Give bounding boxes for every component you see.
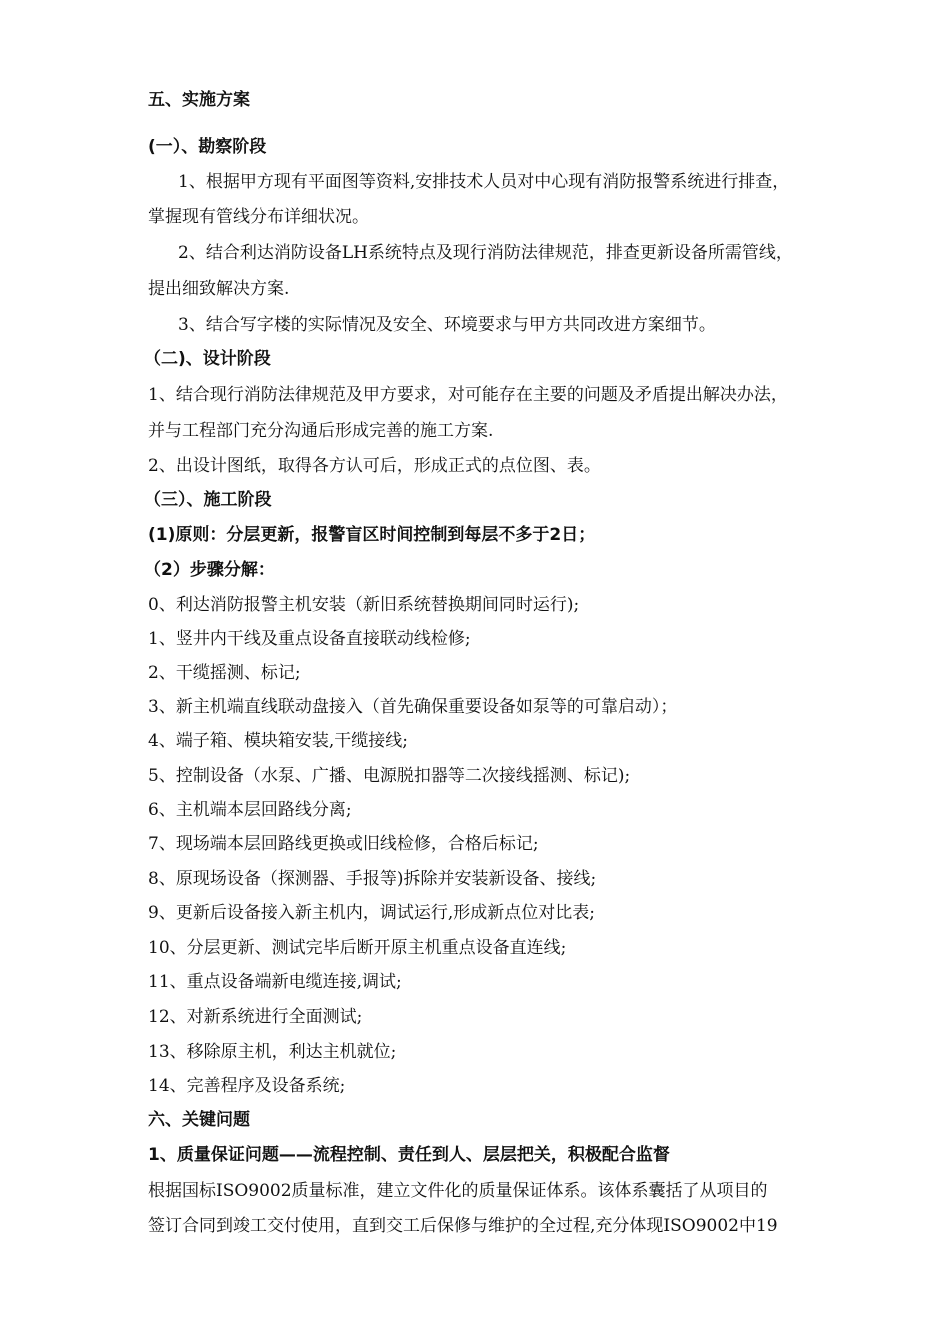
steps-title: （2）步骤分解： — [144, 560, 275, 580]
step-item: 2、干缆摇测、标记; — [148, 663, 301, 683]
step-item: 0、利达消防报警主机安装（新旧系统替换期间同时运行); — [148, 595, 580, 615]
step-item: 6、主机端本层回路线分离; — [148, 800, 352, 820]
issue-1-line-2: 签订合同到竣工交付使用，直到交工后保修与维护的全过程,充分体现ISO9002中19 — [148, 1216, 778, 1236]
phase-1-para-1-line-2: 掌握现有管线分布详细状况。 — [148, 207, 369, 227]
phase-3-title: （三）、施工阶段 — [144, 490, 272, 510]
construction-principle: (1)原则：分层更新，报警盲区时间控制到每层不多于2日； — [148, 525, 596, 545]
step-item: 1、竖井内干线及重点设备直接联动线检修; — [148, 629, 471, 649]
step-item: 9、更新后设备接入新主机内，调试运行,形成新点位对比表; — [148, 903, 595, 923]
phase-1-title: (一）、勘察阶段 — [148, 137, 267, 157]
phase-2-para-1-line-1: 1、结合现行消防法律规范及甲方要求，对可能存在主要的问题及矛盾提出解决办法， — [148, 385, 788, 405]
step-item: 12、对新系统进行全面测试; — [148, 1007, 363, 1027]
phase-1-para-1-line-1: 1、根据甲方现有平面图等资料,安排技术人员对中心现有消防报警系统进行排查， — [178, 172, 790, 192]
issue-1-line-1: 根据国标ISO9002质量标准，建立文件化的质量保证体系。该体系囊括了从项目的 — [148, 1181, 768, 1201]
phase-2-para-1-line-2: 并与工程部门充分沟通后形成完善的施工方案. — [148, 421, 494, 441]
issue-1-title: 1、质量保证问题——流程控制、责任到人、层层把关，积极配合监督 — [148, 1145, 670, 1165]
phase-1-para-3: 3、结合写字楼的实际情况及安全、环境要求与甲方共同改进方案细节。 — [178, 315, 716, 335]
step-item: 11、重点设备端新电缆连接,调试; — [148, 972, 402, 992]
section-5-title: 五、实施方案 — [148, 90, 250, 110]
step-item: 14、完善程序及设备系统; — [148, 1076, 346, 1096]
phase-2-title: （二)、设计阶段 — [144, 349, 271, 369]
step-item: 8、原现场设备（探测器、手报等)拆除并安装新设备、接线; — [148, 869, 597, 889]
step-item: 5、控制设备（水泵、广播、电源脱扣器等二次接线摇测、标记); — [148, 766, 631, 786]
section-6-title: 六、关键问题 — [148, 1110, 250, 1130]
phase-2-para-2: 2、出设计图纸，取得各方认可后，形成正式的点位图、表。 — [148, 456, 601, 476]
phase-1-para-2-line-1: 2、结合利达消防设备LH系统特点及现行消防法律规范，排查更新设备所需管线， — [178, 243, 793, 263]
step-item: 4、端子箱、模块箱安装,干缆接线; — [148, 731, 408, 751]
step-item: 13、移除原主机，利达主机就位; — [148, 1042, 397, 1062]
step-item: 7、现场端本层回路线更换或旧线检修，合格后标记; — [148, 834, 539, 854]
step-item: 10、分层更新、测试完毕后断开原主机重点设备直连线; — [148, 938, 567, 958]
phase-1-para-2-line-2: 提出细致解决方案. — [148, 279, 290, 299]
step-item: 3、新主机端直线联动盘接入（首先确保重要设备如泵等的可靠启动）； — [148, 697, 678, 717]
